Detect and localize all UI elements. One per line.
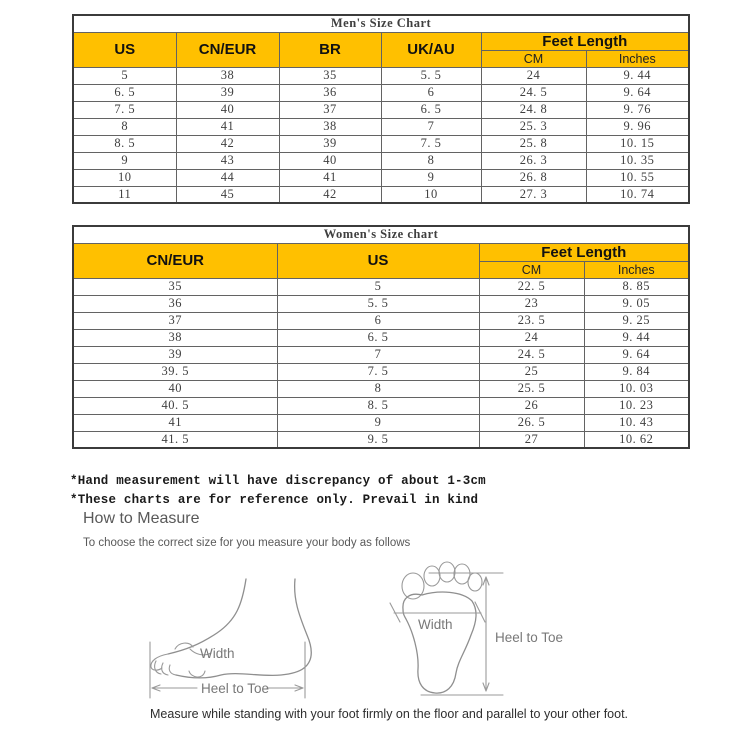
table-row — [73, 278, 689, 295]
table-cell: 35 — [279, 67, 381, 84]
col-header-feet-length: Feet Length — [481, 32, 689, 50]
table-cell: 8 — [73, 118, 176, 135]
table-cell: 9. 25 — [584, 312, 689, 329]
table-cell: 45 — [176, 186, 279, 203]
table-cell: 10 — [73, 169, 176, 186]
col-header-feet-length: Feet Length — [479, 243, 689, 261]
table-cell: 9. 64 — [586, 84, 689, 101]
table-cell: 9 — [73, 152, 176, 169]
table-cell: 24 — [481, 67, 586, 84]
table-cell: 9. 76 — [586, 101, 689, 118]
foot-sole-view-sketch — [383, 555, 600, 705]
table-cell: 43 — [176, 152, 279, 169]
mens-table-title: Men's Size Chart — [73, 15, 689, 32]
table-cell: 7. 5 — [381, 135, 481, 152]
table-row — [73, 186, 689, 203]
table-cell: 5. 5 — [277, 295, 479, 312]
table-cell: 27 — [479, 431, 584, 448]
womens-table-title: Women's Size chart — [73, 226, 689, 243]
measurement-notes — [70, 472, 486, 510]
womens-table-title-row — [73, 226, 689, 243]
table-cell: 9. 5 — [277, 431, 479, 448]
table-cell: 5. 5 — [381, 67, 481, 84]
table-cell: 36 — [279, 84, 381, 101]
table-row — [73, 346, 689, 363]
footer-measure-note: Measure while standing with your foot firmly on the floor and parallel to your other foot. — [150, 707, 629, 721]
table-cell: 24 — [479, 329, 584, 346]
col-header-inches: Inches — [584, 261, 689, 278]
table-cell: 41 — [73, 414, 277, 431]
table-cell: 39 — [176, 84, 279, 101]
table-cell: 10. 35 — [586, 152, 689, 169]
table-cell: 26. 5 — [479, 414, 584, 431]
table-cell: 5 — [277, 278, 479, 295]
table-cell: 25. 5 — [479, 380, 584, 397]
table-cell: 42 — [176, 135, 279, 152]
table-cell: 25. 3 — [481, 118, 586, 135]
table-cell: 9. 84 — [584, 363, 689, 380]
table-cell: 10. 23 — [584, 397, 689, 414]
table-cell: 24. 5 — [481, 84, 586, 101]
table-cell: 41. 5 — [73, 431, 277, 448]
col-header-us: US — [277, 243, 479, 278]
table-cell: 23 — [479, 295, 584, 312]
table-cell: 6. 5 — [381, 101, 481, 118]
table-cell: 44 — [176, 169, 279, 186]
table-cell: 11 — [73, 186, 176, 203]
foot-side-view-diagram — [141, 557, 323, 705]
table-row — [73, 67, 689, 84]
table-row — [73, 329, 689, 346]
table-cell: 9 — [277, 414, 479, 431]
foot-sole-view-diagram — [383, 555, 600, 705]
table-cell: 24. 8 — [481, 101, 586, 118]
table-cell: 40 — [73, 380, 277, 397]
table-cell: 10. 43 — [584, 414, 689, 431]
table-cell: 42 — [279, 186, 381, 203]
womens-table-body — [73, 278, 689, 448]
table-cell: 8 — [381, 152, 481, 169]
table-row — [73, 84, 689, 101]
table-cell: 7. 5 — [277, 363, 479, 380]
how-to-measure-heading: How to Measure — [83, 510, 200, 527]
table-cell: 10. 74 — [586, 186, 689, 203]
table-row — [73, 169, 689, 186]
table-cell: 7. 5 — [73, 101, 176, 118]
sole-width-label: Width — [418, 617, 453, 632]
col-header-us: US — [73, 32, 176, 67]
table-cell: 8. 5 — [73, 135, 176, 152]
table-cell: 6 — [381, 84, 481, 101]
mens-table-header-row — [73, 32, 689, 50]
mens-table-body — [73, 67, 689, 203]
table-cell: 7 — [381, 118, 481, 135]
table-row — [73, 135, 689, 152]
table-cell: 25. 8 — [481, 135, 586, 152]
table-cell: 7 — [277, 346, 479, 363]
table-row — [73, 118, 689, 135]
table-cell: 38 — [279, 118, 381, 135]
table-cell: 9. 64 — [584, 346, 689, 363]
sole-heel-to-toe-label: Heel to Toe — [495, 630, 564, 645]
table-row — [73, 431, 689, 448]
table-row — [73, 295, 689, 312]
table-cell: 26 — [479, 397, 584, 414]
table-row — [73, 380, 689, 397]
table-cell: 38 — [176, 67, 279, 84]
table-cell: 9. 05 — [584, 295, 689, 312]
table-row — [73, 101, 689, 118]
table-cell: 37 — [279, 101, 381, 118]
note-line-1: *Hand measurement will have discrepancy of about 1-3cm — [70, 474, 486, 488]
col-header-cn-eur: CN/EUR — [176, 32, 279, 67]
table-cell: 41 — [279, 169, 381, 186]
womens-size-table — [72, 225, 690, 449]
col-header-cn-eur: CN/EUR — [73, 243, 277, 278]
table-cell: 22. 5 — [479, 278, 584, 295]
table-row — [73, 363, 689, 380]
table-cell: 27. 3 — [481, 186, 586, 203]
table-cell: 5 — [73, 67, 176, 84]
table-cell: 10 — [381, 186, 481, 203]
table-cell: 26. 3 — [481, 152, 586, 169]
how-to-measure-subheading: To choose the correct size for you measure your body as follows — [83, 537, 411, 549]
table-cell: 6. 5 — [73, 84, 176, 101]
table-cell: 41 — [176, 118, 279, 135]
mens-table-title-row — [73, 15, 689, 32]
table-cell: 9 — [381, 169, 481, 186]
table-row — [73, 397, 689, 414]
table-cell: 35 — [73, 278, 277, 295]
mens-size-table — [72, 14, 690, 204]
table-cell: 39 — [73, 346, 277, 363]
table-cell: 40 — [279, 152, 381, 169]
col-header-cm: CM — [481, 50, 586, 67]
note-line-2: *These charts are for reference only. Prevail in kind — [70, 493, 479, 507]
table-cell: 40. 5 — [73, 397, 277, 414]
side-width-label: Width — [200, 646, 235, 661]
col-header-cm: CM — [479, 261, 584, 278]
table-cell: 8 — [277, 380, 479, 397]
table-cell: 37 — [73, 312, 277, 329]
side-heel-to-toe-label: Heel to Toe — [201, 681, 270, 696]
table-cell: 9. 44 — [586, 67, 689, 84]
table-cell: 39 — [279, 135, 381, 152]
table-row — [73, 312, 689, 329]
table-cell: 9. 44 — [584, 329, 689, 346]
table-row — [73, 414, 689, 431]
table-cell: 39. 5 — [73, 363, 277, 380]
table-cell: 23. 5 — [479, 312, 584, 329]
col-header-br: BR — [279, 32, 381, 67]
table-cell: 38 — [73, 329, 277, 346]
table-cell: 6 — [277, 312, 479, 329]
table-cell: 26. 8 — [481, 169, 586, 186]
table-cell: 9. 96 — [586, 118, 689, 135]
table-cell: 24. 5 — [479, 346, 584, 363]
table-cell: 25 — [479, 363, 584, 380]
table-cell: 10. 55 — [586, 169, 689, 186]
table-row — [73, 152, 689, 169]
table-cell: 8. 85 — [584, 278, 689, 295]
table-cell: 6. 5 — [277, 329, 479, 346]
table-cell: 8. 5 — [277, 397, 479, 414]
womens-table-header-row — [73, 243, 689, 261]
col-header-uk-au: UK/AU — [381, 32, 481, 67]
foot-side-view-sketch — [141, 557, 323, 705]
table-cell: 36 — [73, 295, 277, 312]
table-cell: 40 — [176, 101, 279, 118]
table-cell: 10. 62 — [584, 431, 689, 448]
table-cell: 10. 15 — [586, 135, 689, 152]
col-header-inches: Inches — [586, 50, 689, 67]
table-cell: 10. 03 — [584, 380, 689, 397]
